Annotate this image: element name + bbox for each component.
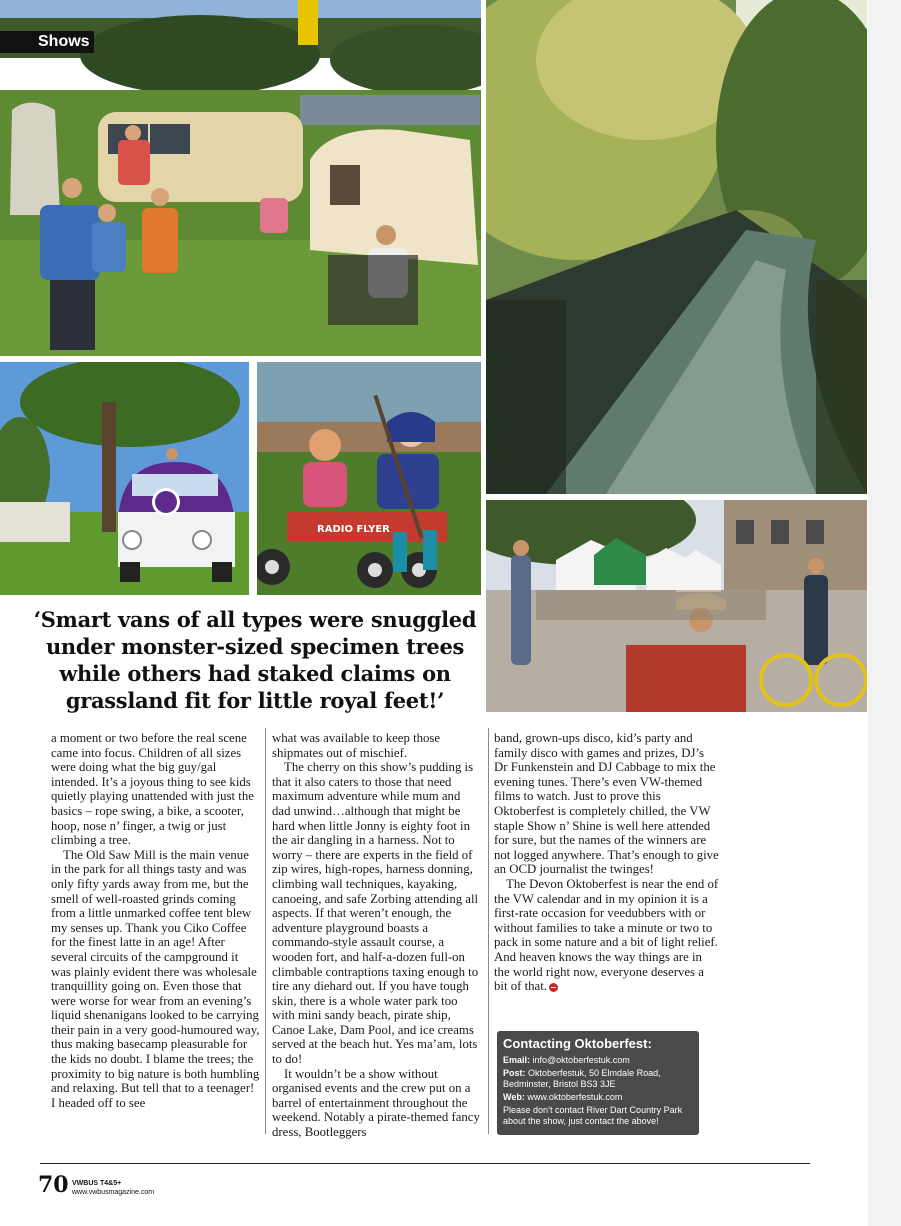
vw-bus-photo: [0, 362, 249, 595]
contact-box: [497, 1031, 699, 1135]
contact-email-line: [503, 1055, 693, 1066]
article-column-2: [272, 731, 482, 1140]
page-number: 70: [38, 1172, 69, 1198]
contact-post: Oktoberfestuk, 50 Elmdale Road, Bedminster, Bristol BS3 3JE: [503, 1068, 661, 1089]
article-column-1: [51, 731, 261, 1110]
section-tag: Shows: [0, 31, 94, 53]
contact-title: Contacting Oktoberfest:: [503, 1036, 652, 1051]
end-mark-icon: [549, 983, 558, 992]
kids-wagon-photo: [257, 362, 481, 595]
paragraph: [494, 877, 720, 994]
magazine-brand: VWBUS T4&5+: [72, 1180, 122, 1187]
wagon-sign: RADIO FLYER: [317, 524, 390, 535]
river-photo: [486, 0, 867, 494]
paragraph: band, grown-ups disco, kid’s party and family disco with games and prizes, DJ’s Dr Funkenstein and DJ Cabbage to mix the evening tunes. There’s even VW-themed films to watch. Just to prove this Oktoberfest is completely chilled, the VW staple Show n’ Shine is well here attended for sure, but the names of the winners are not logged anywhere. That’s enough to give an OCD journalist the twinges!: [494, 731, 719, 877]
magazine-url[interactable]: www.vwbusmagazine.com: [72, 1189, 155, 1196]
campsite-photo: [0, 0, 481, 356]
market-photo: [486, 500, 867, 712]
contact-web[interactable]: www.oktoberfestuk.com: [527, 1092, 623, 1102]
paragraph: The cherry on this show’s pudding is that it also caters to those that need maximum adventure while mum and dad unwind…although that might be hard when little Jonny is eighty foot in the air dangling in a harness. Not to worry – there are experts in the field of zip wires, high-ropes, harness donning, climbing wall techniques, kayaking, canoeing, and safe Zorbing attending all aspects. If that weren’t enough, the adventure playground boasts a commando-style assault course, a wooden fort, and half-a-dozen full-on climbable contraptions taxing enough to tire any diehard out. If you have tough skin, there is a whole water park too with mini sandy beach, pirate ship, Canoe Lake, Dam Pool, and ice creams served at the beach hut. Yes ma’am, lots to do!: [272, 760, 479, 1067]
contact-web-label: Web:: [503, 1092, 525, 1102]
contact-web-line: [503, 1092, 693, 1103]
page-edge-shadow: [868, 0, 901, 1226]
contact-note: Please don’t contact River Dart Country Park about the show, just contact the above!: [503, 1105, 683, 1126]
paragraph-text: The Devon Oktoberfest is near the end of the VW calendar and in my opinion it is a first-rate occasion for veedubbers with or without families to take a minute or two to pack in some nature and a bit of light relief. And heaven knows the way things are in the world right now, everyone deserves a bit of that.: [494, 876, 719, 994]
contact-post-line: [503, 1068, 693, 1090]
paragraph: It wouldn’t be a show without organised events and the crew put on a barrel of entertainment throughout the weekend. Notably a pirate-themed fancy dress, Bootleggers: [272, 1066, 480, 1140]
footer-rule: [40, 1163, 810, 1164]
paragraph: a moment or two before the real scene came into focus. Children of all sizes were doing what the big guy/gal intended. It’s a joyous thing to see kids quietly playing unattended with just the basics – rope swing, a bike, a scooter, hoop, nose n’ finger, a twig or just climbing a tree.: [51, 731, 254, 848]
contact-post-label: Post:: [503, 1068, 526, 1078]
paragraph: The Old Saw Mill is the main venue in the park for all things tasty and was only fifty yards away from me, but the smell of well-roasted grinds coming from a little unmarked coffee tent blew my senses up. Thank you Ciko Coffee for the finest latte in an age! After several circuits of the campground it was plainly evident there was wholesale tranquillity going on. Even those that were worse for wear from an evening’s liquid shenanigans looked to be carrying their pain in a very good-humoured way, thus making basecamp pleasurable for the kids no doubt. I blame the trees; the proximity to big nature is both humbling and relaxing. But tell that to a teenager! I headed off to see: [51, 847, 260, 1110]
article-column-3: [494, 731, 720, 994]
column-divider: [488, 728, 489, 1134]
column-divider: [265, 728, 266, 1134]
contact-email[interactable]: info@oktoberfestuk.com: [532, 1055, 630, 1065]
contact-email-label: Email:: [503, 1055, 531, 1065]
pull-quote: ‘Smart vans of all types were snuggled under monster-sized specimen trees while others had staked claims on grassland fit for little royal feet!’: [33, 607, 477, 713]
paragraph: what was available to keep those shipmates out of mischief.: [272, 731, 441, 760]
